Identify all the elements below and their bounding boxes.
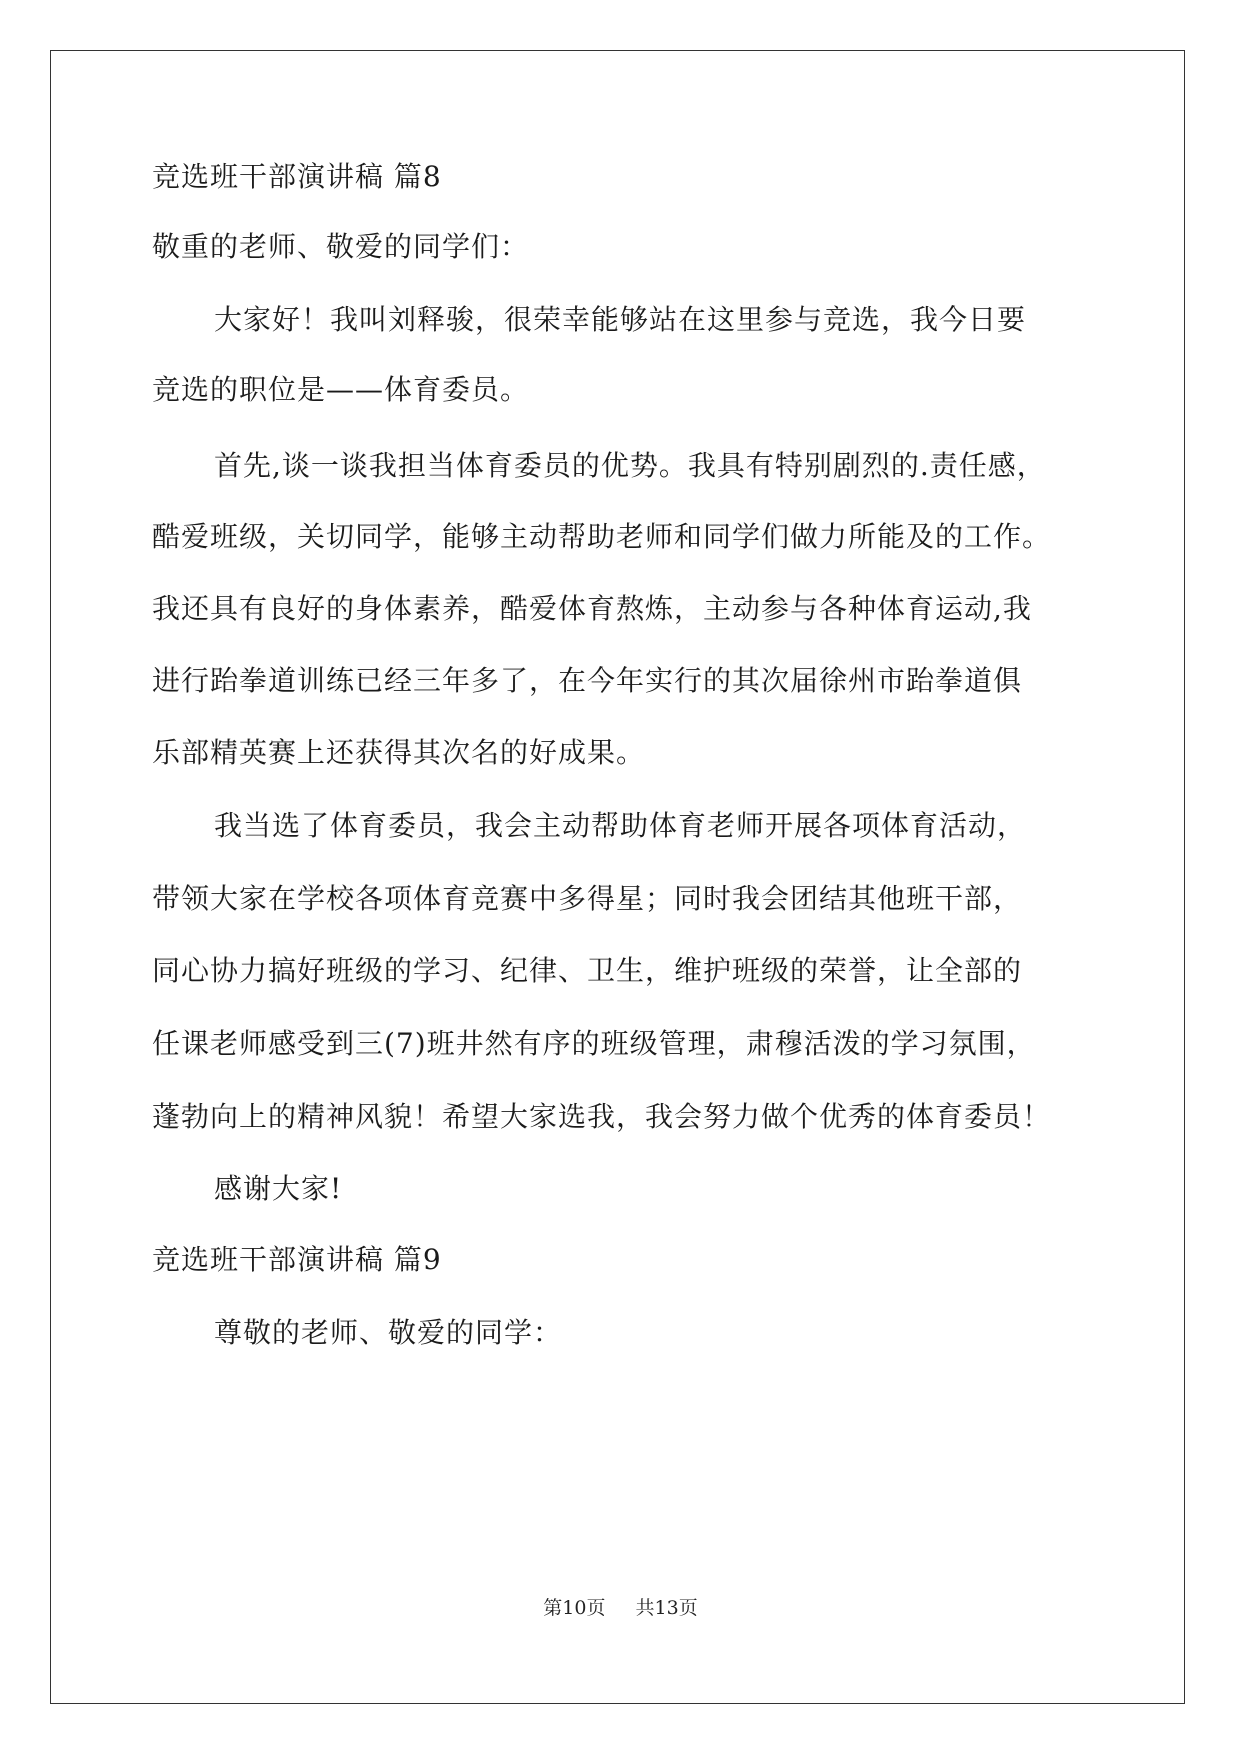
paragraph-line: 大家好！我叫刘释骏，很荣幸能够站在这里参与竞选，我今日要 [214, 303, 1027, 336]
salutation: 敬重的老师、敬爱的同学们： [152, 230, 530, 263]
page-number: 第10页 [543, 1597, 606, 1619]
paragraph-line: 乐部精英赛上还获得其次名的好成果。 [152, 736, 646, 769]
section-title-8: 竞选班干部演讲稿 篇8 [152, 160, 442, 193]
salutation: 尊敬的老师、敬爱的同学： [214, 1316, 563, 1349]
paragraph-line: 酷爱班级，关切同学，能够主动帮助老师和同学们做力所能及的工作。 [152, 520, 1052, 553]
paragraph-line: 同心协力搞好班级的学习、纪律、卫生，维护班级的荣誉，让全部的 [152, 954, 1023, 987]
paragraph-line: 竞选的职位是——体育委员。 [152, 373, 530, 406]
page-border [50, 50, 1185, 1704]
paragraph-line: 我还具有良好的身体素养，酷爱体育熬炼，主动参与各种体育运动,我 [152, 592, 1032, 625]
paragraph-line: 任课老师感受到三(7)班井然有序的班级管理，肃穆活泼的学习氛围， [152, 1027, 1036, 1060]
closing-line: 感谢大家! [214, 1172, 343, 1205]
page-total: 共13页 [635, 1597, 698, 1619]
paragraph-line: 进行跆拳道训练已经三年多了，在今年实行的其次届徐州市跆拳道俱 [152, 664, 1023, 697]
section-title-9: 竞选班干部演讲稿 篇9 [152, 1243, 442, 1276]
paragraph-line: 蓬勃向上的精神风貌！希望大家选我，我会努力做个优秀的体育委员！ [152, 1100, 1052, 1133]
page-footer [0, 1595, 1241, 1621]
paragraph-line: 我当选了体育委员，我会主动帮助体育老师开展各项体育活动， [214, 809, 1027, 842]
paragraph-line: 首先,谈一谈我担当体育委员的优势。我具有特别剧烈的.责任感， [214, 449, 1046, 482]
paragraph-line: 带领大家在学校各项体育竞赛中多得星；同时我会团结其他班干部， [152, 882, 1023, 915]
